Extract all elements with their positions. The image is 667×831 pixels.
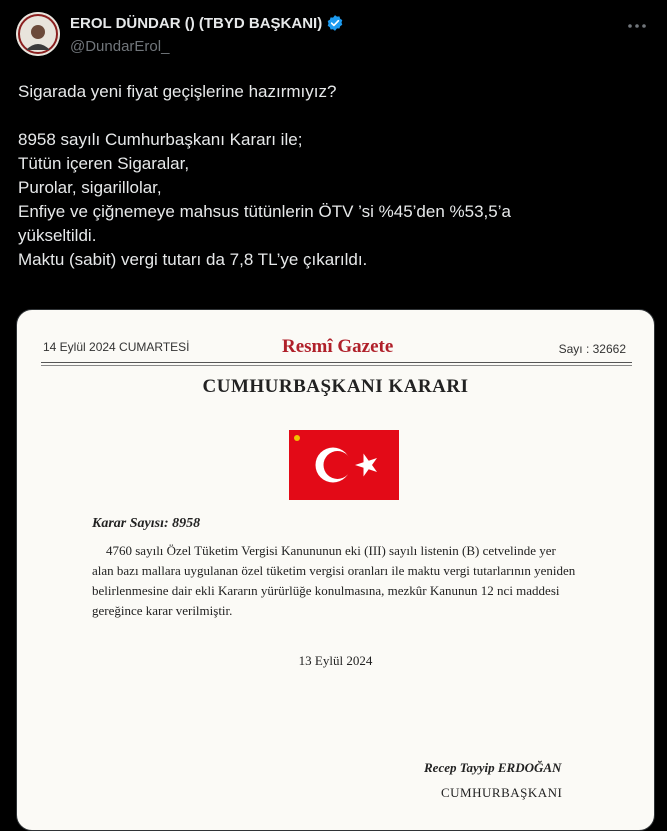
- tweet-text: [18, 80, 648, 272]
- gazette-document: [17, 310, 654, 830]
- tweet-line: Maktu (sabit) vergi tutarı da 7,8 TL’ye çıkarıldı.: [18, 250, 368, 269]
- decree-title: CUMHURBAŞKANI KARARI: [202, 376, 469, 397]
- signer-name: Recep Tayyip ERDOĞAN: [424, 760, 562, 775]
- gazette-issue-number: Sayı : 32662: [558, 342, 626, 356]
- turkish-flag-icon: [289, 430, 399, 500]
- gazette-title: Resmî Gazete: [282, 336, 394, 357]
- divider: [41, 362, 632, 363]
- tweet-media-image[interactable]: [16, 309, 655, 831]
- decree-body-line: alan bazı mallara uygulanan özel tüketim vergisi oranları ile maktu vergi tutarlarının yeniden: [92, 563, 576, 578]
- decree-body-line: belirlenmesine dair ekli Kararın yürürlüğe konulmasına, mezkûr Kanunun 12 nci maddesi: [92, 583, 560, 598]
- gazette-date: 14 Eylül 2024 CUMARTESİ: [43, 340, 190, 354]
- signer-title: CUMHURBAŞKANI: [441, 785, 563, 800]
- tweet-line: Enfiye ve çiğnemeye mahsus tütünlerin ÖTV ’si %45’den %53,5’a: [18, 202, 511, 221]
- decree-body-line: gereğince karar verilmiştir.: [92, 603, 233, 618]
- tweet-line: yükseltildi.: [18, 226, 97, 245]
- avatar[interactable]: [16, 12, 60, 56]
- verified-badge-icon: [326, 14, 344, 32]
- more-options-icon[interactable]: [625, 14, 649, 38]
- tweet-line: Tütün içeren Sigaralar,: [18, 154, 190, 173]
- decree-date: 13 Eylül 2024: [298, 653, 373, 668]
- user-handle[interactable]: @DundarErol_: [70, 38, 170, 55]
- display-name-text[interactable]: EROL DÜNDAR () (TBYD BAŞKANI): [70, 14, 323, 32]
- tweet-line: 8958 sayılı Cumhurbaşkanı Kararı ile;: [18, 130, 303, 149]
- decree-body: [92, 541, 632, 621]
- divider: [41, 365, 632, 366]
- tweet-line-blank: [18, 104, 648, 128]
- decree-body-line: 4760 sayılı Özel Tüketim Vergisi Kanununun eki (III) sayılı listenin (B) cetvelinde yer: [106, 543, 556, 558]
- tweet-line: Purolar, sigarillolar,: [18, 178, 162, 197]
- tweet-header: [0, 0, 667, 70]
- tweet-line: Sigarada yeni fiyat geçişlerine hazırmıyız?: [18, 82, 337, 101]
- display-name[interactable]: [70, 14, 344, 32]
- decree-number: Karar Sayısı: 8958: [92, 516, 201, 531]
- profile-avatar-icon: [16, 12, 60, 56]
